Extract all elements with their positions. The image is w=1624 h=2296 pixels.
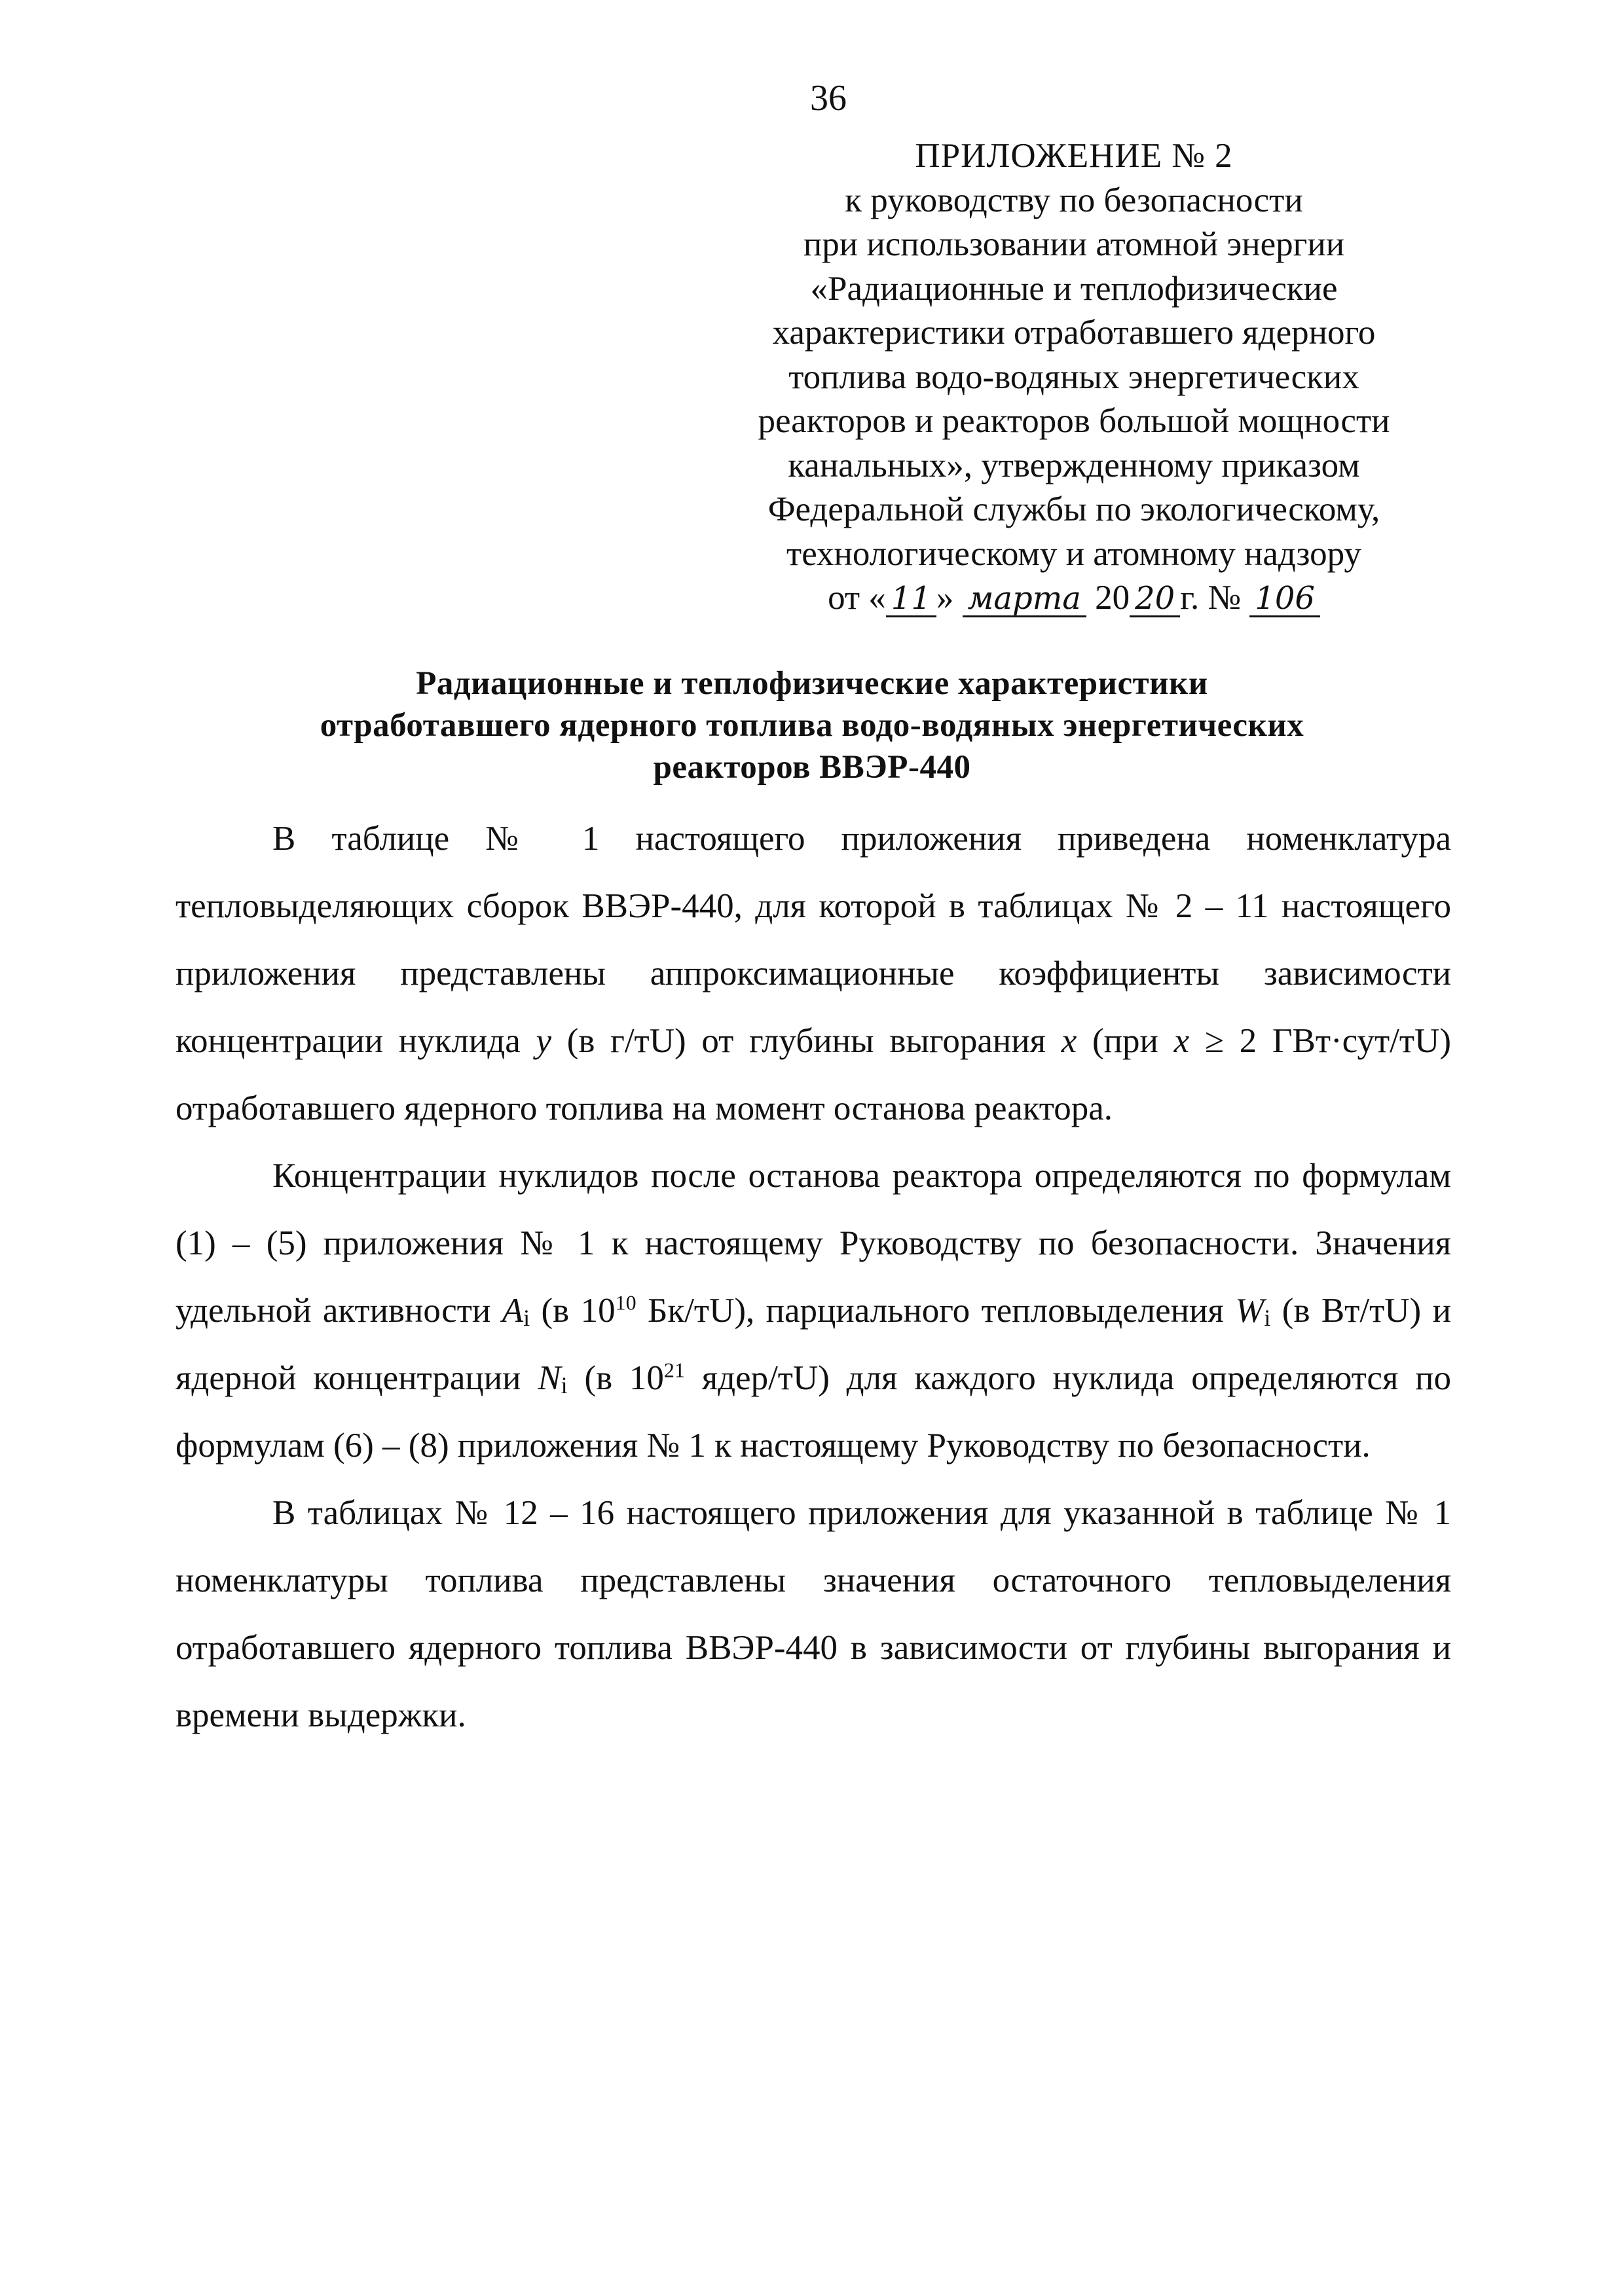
sign-year: 20 (1130, 581, 1180, 617)
subscript-i: i (523, 1305, 530, 1331)
heading-line: Радиационные и теплофизические характеристики (416, 665, 1208, 702)
appendix-line: Федеральной службы по экологическому, (767, 490, 1380, 528)
appendix-line: реакторов и реакторов большой мощности (758, 402, 1390, 440)
paragraph-2: Концентрации нуклидов после останова реактора определяются по формулам (1) – (5) приложения № 1 к настоящему Руководству по безопасности. Значения удельной активности $A_i$ (в $10^{10}$ Бк/тU), парциального тепловыделения $W_i$ (в Вт/тU) и ядерной концентрации $N_i$ (в $10^{21}$ ядер/тU) для каждого нуклида определяются по формулам (6) – (8) приложения № 1 к настоящему Руководству по безопасности. (175, 1157, 1451, 1465)
var-W: W (1235, 1292, 1264, 1330)
var-x: x (1061, 1022, 1077, 1060)
heading-line: отработавшего ядерного топлива водо-водяных энергетических (320, 707, 1304, 744)
exponent: 10 (615, 1290, 637, 1315)
sign-from: от « (828, 579, 886, 617)
appendix-line: канальных», утвержденному приказом (788, 446, 1360, 484)
sign-close: » (936, 579, 954, 617)
sign-number: 106 (1249, 581, 1320, 617)
appendix-line: при использовании атомной энергии (803, 225, 1345, 263)
var-x: x (1173, 1022, 1190, 1060)
paragraph-1: В таблице № 1 настоящего приложения приведена номенклатура тепловыделяющих сборок ВВЭР-440, для которой в таблицах № 2 – 11 настоящего приложения представлены аппроксимационные коэффициенты зависимости концентрации нуклида y (в г/тU) от глубины выгорания x (при x ≥ 2 ГВт·сут/тU) отработавшего ядерного топлива на момент останова реактора. (175, 820, 1451, 1127)
appendix-line: «Радиационные и теплофизические (810, 269, 1338, 308)
sign-day: 11 (886, 581, 936, 617)
body-text (175, 805, 1451, 1749)
page-number: 36 (810, 78, 847, 118)
paragraph-3: В таблицах № 12 – 16 настоящего приложения для указанной в таблице № 1 номенклатуры топлива представлены значения остаточного тепловыделения отработавшего ядерного топлива ВВЭР-440 в зависимости от глубины выгорания и времени выдержки. (175, 1494, 1451, 1734)
appendix-block (707, 134, 1441, 621)
subscript-i: i (561, 1372, 568, 1398)
appendix-line: к руководству по безопасности (845, 181, 1303, 219)
heading-line: реакторов ВВЭР-440 (653, 749, 971, 786)
sign-month: марта (963, 581, 1086, 617)
var-y: y (536, 1022, 551, 1060)
var-A: A (502, 1292, 524, 1330)
exponent: 21 (663, 1358, 685, 1382)
appendix-line: технологическому и атомному надзору (786, 534, 1361, 573)
signature-line (707, 576, 1441, 621)
appendix-title: ПРИЛОЖЕНИЕ № 2 (915, 137, 1233, 175)
document-heading (236, 663, 1388, 788)
appendix-line: топлива водо-водяных энергетических (788, 357, 1359, 396)
sign-g: г. № (1180, 579, 1242, 617)
var-N: N (538, 1359, 561, 1397)
appendix-line: характеристики отработавшего ядерного (772, 314, 1376, 352)
sign-year-prefix: 20 (1095, 579, 1130, 617)
subscript-i: i (1264, 1305, 1271, 1331)
